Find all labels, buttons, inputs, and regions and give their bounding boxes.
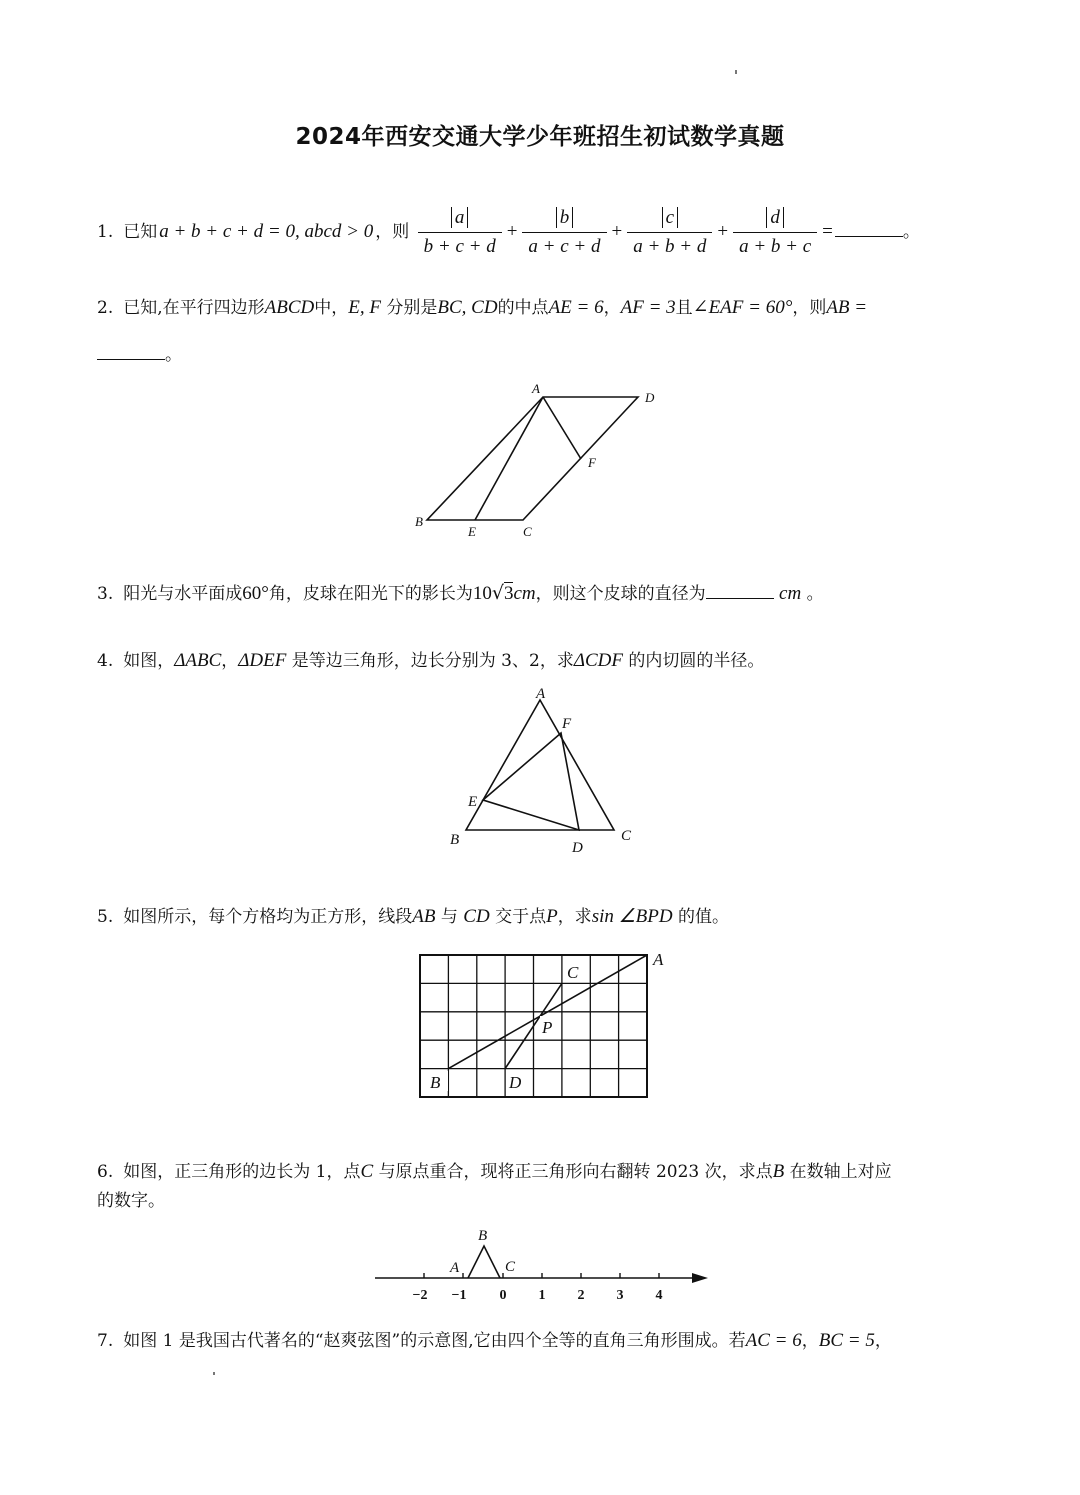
q3-text: 角，皮球在阳光下的影长为 bbox=[268, 584, 473, 604]
label-a: A bbox=[532, 381, 540, 396]
numerator: c bbox=[662, 207, 678, 228]
plus-sign: + bbox=[717, 221, 729, 242]
plus-sign: + bbox=[611, 221, 623, 242]
q3-text: ，则这个皮球的直径为 bbox=[535, 584, 706, 604]
question-5 bbox=[97, 902, 729, 932]
answer-blank bbox=[706, 597, 774, 599]
q5-math: AB bbox=[412, 906, 436, 927]
denominator: a + c + d bbox=[528, 236, 601, 257]
q6-math: B bbox=[772, 1161, 785, 1182]
q2-math: ABCD bbox=[264, 297, 315, 318]
q3-unit: cm bbox=[779, 583, 802, 604]
label-f: F bbox=[588, 455, 596, 470]
triangle-def bbox=[483, 733, 579, 830]
label-b: B bbox=[415, 514, 423, 529]
q4-text: ， bbox=[221, 651, 239, 671]
denominator: a + b + c bbox=[739, 236, 812, 257]
q7-text: ， bbox=[801, 1331, 819, 1351]
fraction-3 bbox=[627, 206, 712, 259]
label-e: E bbox=[468, 794, 478, 810]
q5-math: P bbox=[546, 906, 558, 927]
q1-text-then: ，则 bbox=[375, 222, 410, 242]
q5-text: 如图所示，每个方格均为正方形，线段 bbox=[123, 907, 413, 927]
segment-af bbox=[543, 397, 581, 459]
question-6-line2 bbox=[97, 1186, 165, 1216]
q2-math: E, F bbox=[348, 297, 381, 318]
tick-label: 0 bbox=[499, 1288, 507, 1303]
scan-speck bbox=[735, 70, 737, 74]
label-a: A bbox=[653, 950, 664, 969]
question-3 bbox=[97, 578, 824, 609]
numerator: d bbox=[766, 207, 784, 228]
q7-text: 如图 1 是我国古代著名的“赵爽弦图”的示意图,它由四个全等的直角三角形围成。若 bbox=[123, 1331, 746, 1351]
q2-text: 中， bbox=[314, 298, 349, 318]
q2-end: 。 bbox=[165, 345, 182, 365]
q2-math: AE = 6 bbox=[548, 297, 604, 318]
q1-text: 已知 bbox=[123, 222, 158, 242]
q2-text: ， bbox=[603, 298, 621, 318]
q5-text: 与 bbox=[440, 907, 458, 927]
question-4 bbox=[97, 646, 764, 676]
axis-arrow-icon bbox=[692, 1273, 708, 1283]
label-d: D bbox=[509, 1073, 522, 1092]
triangle-abc bbox=[466, 700, 614, 830]
q2-math: ∠EAF = 60° bbox=[692, 297, 793, 318]
label-d: D bbox=[645, 390, 655, 405]
answer-blank bbox=[835, 235, 903, 237]
question-number: 1. bbox=[97, 222, 114, 242]
q3-unit: cm bbox=[513, 583, 536, 604]
q3-math: 60° bbox=[242, 583, 269, 604]
q4-text: 的内切圆的半径。 bbox=[628, 651, 765, 671]
label-b: B bbox=[430, 1073, 441, 1092]
q5-math: CD bbox=[463, 906, 490, 927]
label-e: E bbox=[468, 524, 476, 539]
denominator: b + c + d bbox=[423, 236, 496, 257]
q2-text: 的中点 bbox=[497, 298, 549, 318]
q6-text: 在数轴上对应 bbox=[789, 1162, 892, 1182]
answer-blank bbox=[97, 358, 165, 360]
question-7 bbox=[97, 1326, 892, 1356]
q2-text: ，则 bbox=[792, 298, 827, 318]
q2-text: 已知,在平行四边形 bbox=[123, 298, 265, 318]
q6-text: 如图，正三角形的边长为 1，点 bbox=[123, 1162, 361, 1182]
q4-math: ΔDEF bbox=[238, 650, 287, 671]
numerator: b bbox=[556, 207, 574, 228]
grid-figure bbox=[410, 945, 680, 1105]
q3-math: 10 bbox=[472, 583, 492, 604]
label-b: B bbox=[450, 832, 460, 848]
q6-text: 的数字。 bbox=[97, 1191, 165, 1211]
q5-text: 的值。 bbox=[677, 907, 729, 927]
scan-speck bbox=[213, 1372, 215, 1375]
q2-text: 且 bbox=[675, 298, 693, 318]
q5-math: sin ∠BPD bbox=[591, 906, 673, 927]
fraction-4 bbox=[733, 206, 817, 259]
number-line-figure bbox=[370, 1218, 715, 1308]
tick-label: 1 bbox=[538, 1288, 546, 1303]
q2-text: 分别是 bbox=[386, 298, 438, 318]
denominator: a + b + d bbox=[633, 236, 707, 257]
q3-text: 阳光与水平面成 bbox=[123, 584, 243, 604]
equals-sign: = bbox=[822, 221, 833, 242]
q4-math: ΔCDF bbox=[573, 650, 623, 671]
triangles-figure bbox=[440, 682, 650, 857]
q2-math: AB = bbox=[826, 297, 868, 318]
tick-label: 2 bbox=[577, 1288, 585, 1303]
question-number: 3. bbox=[97, 584, 114, 604]
label-b: B bbox=[478, 1228, 488, 1244]
question-number: 4. bbox=[97, 651, 114, 671]
q1-end: 。 bbox=[902, 222, 920, 242]
label-c: C bbox=[523, 524, 532, 539]
label-f: F bbox=[562, 716, 572, 732]
q7-text: ， bbox=[874, 1331, 892, 1351]
q7-math: BC = 5 bbox=[818, 1330, 875, 1351]
question-1 bbox=[97, 206, 920, 259]
fraction-2 bbox=[522, 206, 606, 259]
sqrt-sign: √ bbox=[491, 582, 504, 604]
label-p: P bbox=[542, 1018, 553, 1037]
question-number: 2. bbox=[97, 298, 114, 318]
q4-text: 是等边三角形，边长分别为 3、2，求 bbox=[291, 651, 574, 671]
page-title: 2024年西安交通大学少年班招生初试数学真题 bbox=[295, 124, 785, 150]
tick-label: 4 bbox=[655, 1288, 663, 1303]
numerator: a bbox=[451, 207, 469, 228]
question-6 bbox=[97, 1157, 892, 1187]
label-a: A bbox=[450, 1260, 460, 1276]
q2-math: BC, CD bbox=[437, 297, 498, 318]
q4-text: 如图， bbox=[123, 651, 175, 671]
q3-end: 。 bbox=[806, 584, 824, 604]
label-c: C bbox=[621, 828, 632, 844]
question-number: 7. bbox=[97, 1331, 114, 1351]
parallelogram-figure bbox=[405, 376, 675, 546]
q5-text: 交于点 bbox=[495, 907, 547, 927]
q4-math: ΔABC bbox=[174, 650, 222, 671]
q3-math: 3 bbox=[503, 583, 514, 604]
tick-label: 3 bbox=[616, 1288, 624, 1303]
q1-condition: a + b + c + d = 0, abcd > 0 bbox=[159, 221, 374, 242]
label-a: A bbox=[536, 686, 546, 702]
label-d: D bbox=[572, 840, 583, 856]
fraction-1 bbox=[418, 206, 502, 259]
q5-text: ，求 bbox=[557, 907, 592, 927]
question-number: 6. bbox=[97, 1162, 114, 1182]
q6-text: 与原点重合，现将正三角形向右翻转 2023 次，求点 bbox=[378, 1162, 773, 1182]
question-number: 5. bbox=[97, 907, 114, 927]
q2-math: AF = 3 bbox=[620, 297, 676, 318]
question-2 bbox=[97, 293, 867, 323]
tick-label: −1 bbox=[451, 1288, 467, 1303]
equilateral-triangle bbox=[468, 1246, 500, 1278]
q6-math: C bbox=[360, 1161, 374, 1182]
plus-sign: + bbox=[506, 221, 518, 242]
tick-label: −2 bbox=[412, 1288, 428, 1303]
label-c: C bbox=[567, 963, 579, 982]
label-c: C bbox=[505, 1259, 516, 1275]
q7-math: AC = 6 bbox=[745, 1330, 802, 1351]
question-2-answer-line bbox=[97, 340, 182, 370]
